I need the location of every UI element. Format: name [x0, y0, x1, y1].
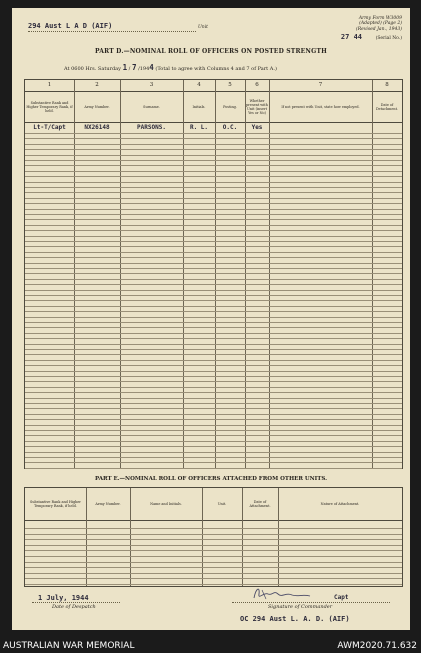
table-column-rule: [86, 488, 87, 586]
row-posting: O.C.: [222, 124, 238, 131]
table-rule: [25, 122, 402, 123]
table-row-rule: [25, 219, 402, 220]
e-header-rank: Substantive Rank and Higher Temporary Rank, if held.: [30, 499, 81, 508]
col-number-3: 3: [149, 82, 154, 88]
col-number-7: 7: [318, 82, 323, 88]
table-row-rule: [25, 468, 402, 469]
table-row-rule: [25, 171, 402, 172]
col-number-5: 5: [228, 82, 232, 88]
signature-unit: OC 294 Aust L. A. D. (AIF): [240, 615, 350, 623]
row-present: Yes: [251, 124, 263, 131]
e-header-nature: Nature of Attachment.: [320, 501, 360, 506]
table-row-rule: [25, 562, 402, 563]
table-row-rule: [25, 338, 402, 339]
col-header-rank: Substantive Rank and Higher Temporary Rank, if held.: [26, 100, 73, 114]
date-day: 1: [122, 63, 128, 72]
col-header-surname: Surname.: [143, 104, 160, 109]
archive-caption-bar: [0, 638, 421, 653]
table-row-rule: [25, 550, 402, 551]
part-d-table: [24, 79, 403, 469]
table-row-rule: [25, 279, 402, 280]
table-row-rule: [25, 392, 402, 393]
e-header-name: Name and Initials.: [150, 501, 182, 506]
table-row-rule: [25, 214, 402, 215]
table-row-rule: [25, 230, 402, 231]
table-column-rule: [242, 488, 243, 586]
table-column-rule: [202, 488, 203, 586]
table-column-rule: [130, 488, 131, 586]
despatch-date-label: Date of Despatch: [52, 604, 96, 610]
table-row-rule: [25, 203, 402, 204]
archive-reference: AWM2020.71.632: [337, 641, 417, 651]
row-surname: PARSONS.: [137, 124, 166, 131]
table-row-rule: [25, 556, 402, 557]
e-header-army-number: Army Number.: [95, 501, 121, 506]
at-suffix: (Total to agree with Columns 4 and 7 of Part A.): [155, 66, 277, 72]
table-row-rule: [25, 349, 402, 350]
table-row-rule: [25, 365, 402, 366]
table-row-rule: [25, 149, 402, 150]
table-row-rule: [25, 354, 402, 355]
table-row-rule: [25, 446, 402, 447]
col-number-2: 2: [95, 82, 99, 88]
table-row-rule: [25, 457, 402, 458]
table-row-rule: [25, 344, 402, 345]
table-row-rule: [25, 176, 402, 177]
commander-signature-image: [250, 582, 322, 604]
table-row-rule: [25, 311, 402, 312]
table-row-rule: [25, 435, 402, 436]
table-row-rule: [25, 381, 402, 382]
part-e-title: PART E.—NOMINAL ROLL OF OFFICERS ATTACHED FROM OTHER UNITS.: [94, 476, 328, 482]
unit-label: Unit: [198, 25, 208, 30]
table-row-rule: [25, 209, 402, 210]
table-row-rule: [25, 182, 402, 183]
date-month: 7: [131, 63, 137, 72]
at-prefix: At 0600 Hrs. Saturday: [64, 66, 121, 72]
date-year-suffix: 4: [149, 63, 154, 72]
table-row-rule: [25, 419, 402, 420]
row-army-number: NX26148: [84, 124, 110, 131]
row-initials: R. L.: [189, 124, 209, 131]
col-number-8: 8: [385, 82, 389, 88]
table-row-rule: [25, 327, 402, 328]
table-row-rule: [25, 257, 402, 258]
form-ref-line-3: (Revised Jan., 1943): [356, 26, 402, 32]
table-row-rule: [25, 387, 402, 388]
signature-rank: Capt: [334, 594, 349, 601]
despatch-date-value: 1 July, 1944: [38, 594, 89, 602]
col-header-army-number: Army Number.: [84, 104, 110, 109]
table-row-rule: [25, 573, 402, 574]
table-row-rule: [25, 187, 402, 188]
table-row-rule: [25, 306, 402, 307]
table-row-rule: [25, 268, 402, 269]
col-header-employed: If not present with Unit, state how employed.: [281, 104, 360, 109]
table-row-rule: [25, 567, 402, 568]
table-row-rule: [25, 246, 402, 247]
col-header-initials: Initials.: [192, 104, 206, 109]
table-row-rule: [25, 322, 402, 323]
table-rule: [25, 520, 402, 521]
e-header-date: Date of Attachment.: [249, 499, 271, 508]
table-row-rule: [25, 138, 402, 139]
table-row-rule: [25, 198, 402, 199]
table-row-rule: [25, 241, 402, 242]
table-row-rule: [25, 425, 402, 426]
table-row-rule: [25, 263, 402, 264]
col-header-detachment: Date of Detachment.: [375, 102, 399, 111]
table-row-rule: [25, 160, 402, 161]
table-row-rule: [25, 403, 402, 404]
table-row-rule: [25, 441, 402, 442]
table-column-rule: [278, 488, 279, 586]
table-row-rule: [25, 273, 402, 274]
table-row-rule: [25, 376, 402, 377]
table-row-rule: [25, 578, 402, 579]
table-row-rule: [25, 317, 402, 318]
form-ref-line-2: (Adapted) (Page 2): [359, 21, 402, 27]
table-row-rule: [25, 144, 402, 145]
table-row-rule: [25, 300, 402, 301]
part-e-table: [24, 487, 403, 587]
table-row-rule: [25, 295, 402, 296]
table-row-rule: [25, 155, 402, 156]
e-header-unit: Unit.: [217, 501, 227, 506]
table-row-rule: [25, 252, 402, 253]
col-number-4: 4: [197, 82, 201, 88]
table-row-rule: [25, 165, 402, 166]
table-row-rule: [25, 360, 402, 361]
form-ref-line-1: Army Form W3009: [358, 16, 402, 21]
col-header-posting: Posting.: [223, 104, 237, 109]
part-d-title: PART D.—NOMINAL ROLL OF OFFICERS ON POSTED STRENGTH: [95, 48, 327, 55]
form-sheet: [12, 8, 410, 630]
date-year-prefix: /194: [138, 66, 150, 72]
unit-value: 294 Aust L A D (AIF): [28, 22, 113, 30]
table-row-rule: [25, 408, 402, 409]
table-row-rule: [25, 534, 402, 535]
table-row-rule: [25, 398, 402, 399]
serial-value: 27 44: [340, 33, 362, 41]
row-rank: Lt-T/Capt: [33, 124, 66, 131]
table-row-rule: [25, 371, 402, 372]
table-row-rule: [25, 539, 402, 540]
table-row-rule: [25, 333, 402, 334]
table-row-rule: [25, 545, 402, 546]
signature-dotted-line: [232, 602, 390, 603]
col-number-6: 6: [255, 82, 259, 88]
table-row-rule: [25, 236, 402, 237]
table-row-rule: [25, 133, 402, 134]
form-reference: [356, 16, 402, 32]
col-number-1: 1: [47, 82, 52, 88]
serial-label: (Serial No.): [375, 36, 402, 41]
signature-label: Signature of Commander: [268, 604, 333, 610]
table-row-rule: [25, 462, 402, 463]
archive-name: AUSTRALIAN WAR MEMORIAL: [3, 641, 135, 651]
table-row-rule: [25, 528, 402, 529]
unit-dotted-line: [28, 31, 196, 32]
col-header-present: Whether present with Unit (insert Yes or No): [246, 98, 268, 116]
table-row-rule: [25, 414, 402, 415]
part-d-date-line: At 0600 Hrs. Saturday 1 / 7 /1944 (Total to agree with Columns 4 and 7 of Part A.): [64, 63, 277, 72]
despatch-dotted-line: [32, 602, 120, 603]
table-row-rule: [25, 452, 402, 453]
table-row-rule: [25, 584, 402, 585]
table-row-rule: [25, 430, 402, 431]
table-row-rule: [25, 284, 402, 285]
table-row-rule: [25, 290, 402, 291]
table-row-rule: [25, 225, 402, 226]
table-row-rule: [25, 192, 402, 193]
